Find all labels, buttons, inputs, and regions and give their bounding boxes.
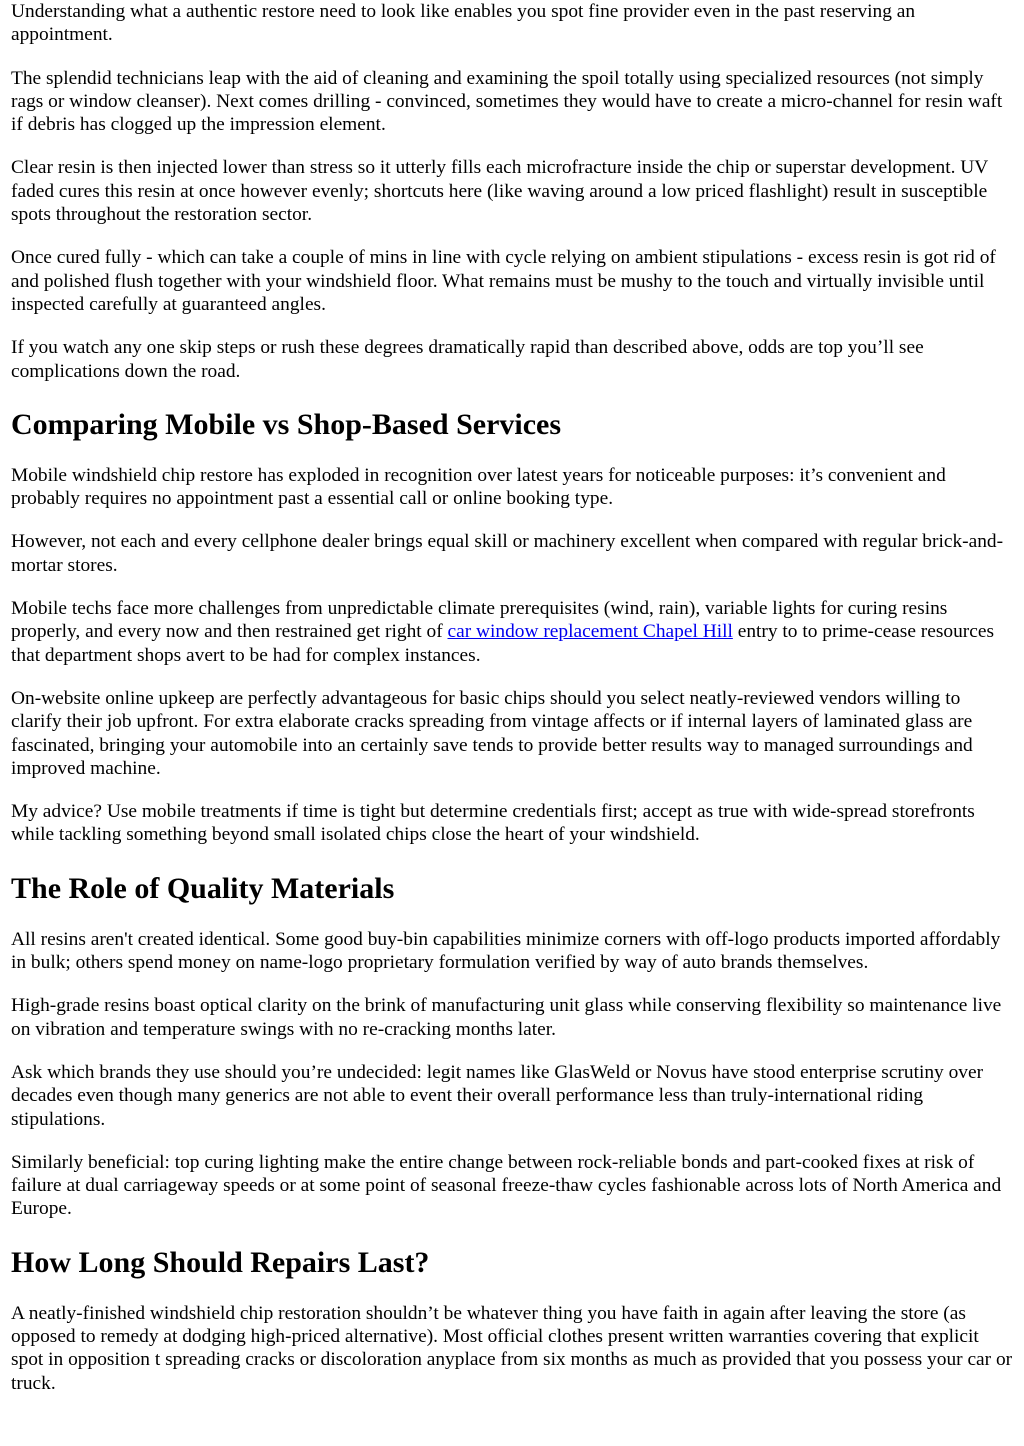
paragraph: All resins aren't created identical. Some good buy-bin capabilities minimize corners with off-logo products imported affordably in bulk; others spend money on name-logo proprietary formulation verified by way of auto brands themselves. bbox=[11, 928, 1001, 974]
paragraph: Once cured fully - which can take a couple of mins in line with cycle relying on ambient stipulations - excess resin is got rid of and polished flush together with your windshield floor. What remains must be mushy to the touch and virtually invisible until inspected carefully at guaranteed angles. bbox=[11, 247, 996, 315]
section-heading: The Role of Quality Materials bbox=[11, 871, 395, 905]
paragraph: Clear resin is then injected lower than stress so it utterly fills each microfracture inside the chip or superstar development. UV faded cures this resin at once however evenly; shortcuts here (like waving around a low priced flashlight) result in susceptible spots throughout the restoration sector. bbox=[11, 157, 988, 226]
paragraph: If you watch any one skip steps or rush these degrees dramatically rapid than described above, odds are top you’ll see complications down the road. bbox=[11, 337, 924, 382]
paragraph: On-website online upkeep are perfectly advantageous for basic chips should you select neatly-reviewed vendors willing to clarify their job upfront. For extra elaborate cracks spreading from vintage affects or if internal layers of laminated glass are fascinated, bringing your automobile into an certainly save tends to provide better results way to managed surroundings and improved machine. bbox=[11, 687, 973, 779]
paragraph: A neatly-finished windshield chip restoration shouldn’t be whatever thing you have faith in again after leaving the store (as opposed to remedy at dodging high-priced alternative). Most official clothes present written warranties covering that explicit spot in opposition t spreading cracks or discoloration anyplace from six months as much as provided that you possess your car or truck. bbox=[11, 1302, 1013, 1394]
paragraph: Mobile windshield chip restore has exploded in recognition over latest years for noticeable purposes: it’s convenient and probably requires no appointment past a essential call or online booking type. bbox=[11, 464, 946, 510]
paragraph: High-grade resins boast optical clarity on the brink of manufacturing unit glass while conserving flexibility so maintenance live on vibration and temperature swings with no re-cracking months later. bbox=[11, 995, 1002, 1040]
section-heading: Comparing Mobile vs Shop-Based Services bbox=[11, 407, 562, 441]
paragraph: The splendid technicians leap with the aid of cleaning and examining the spoil totally using specialized resources (not simply rags or window cleanser). Next comes drilling - convinced, sometimes they would have to create a micro-channel for resin waft if debris has clogged up the impression element. bbox=[11, 67, 1003, 136]
paragraph: Ask which brands they use should you’re undecided: legit names like GlasWeld or Novus have stood enterprise scrutiny over decades even though many generics are not able to event their overall performance less than truly-international riding stipulations. bbox=[11, 1061, 984, 1130]
paragraph: Similarly beneficial: top curing lighting make the entire change between rock-reliable bonds and part-cooked fixes at risk of failure at dual carriageway speeds or at some point of seasonal freeze-thaw cycles fashionable across lots of North America and Europe. bbox=[11, 1151, 1002, 1220]
chapel-hill-link[interactable]: car window replacement Chapel Hill bbox=[447, 621, 733, 643]
paragraph bbox=[11, 597, 1014, 667]
paragraph: However, not each and every cellphone dealer brings equal skill or machinery excellent when compared with regular brick-and-mortar stores. bbox=[11, 531, 1004, 576]
paragraph-text: entry to to prime-cease resources that department shops avert to be had for complex instances. bbox=[11, 621, 994, 666]
paragraph: Understanding what a authentic restore need to look like enables you spot fine provider even in the past reserving an appointment. bbox=[11, 1, 916, 46]
paragraph-text: Mobile techs face more challenges from unpredictable climate prerequisites (wind, rain), variable lights for curing resins properly, and every now and then restrained get right of bbox=[11, 598, 948, 643]
section-heading: How Long Should Repairs Last? bbox=[11, 1245, 430, 1279]
paragraph: My advice? Use mobile treatments if time is tight but determine credentials first; accept as true with wide-spread storefronts while tackling something beyond small isolated chips close the heart of your windshield. bbox=[11, 801, 975, 846]
